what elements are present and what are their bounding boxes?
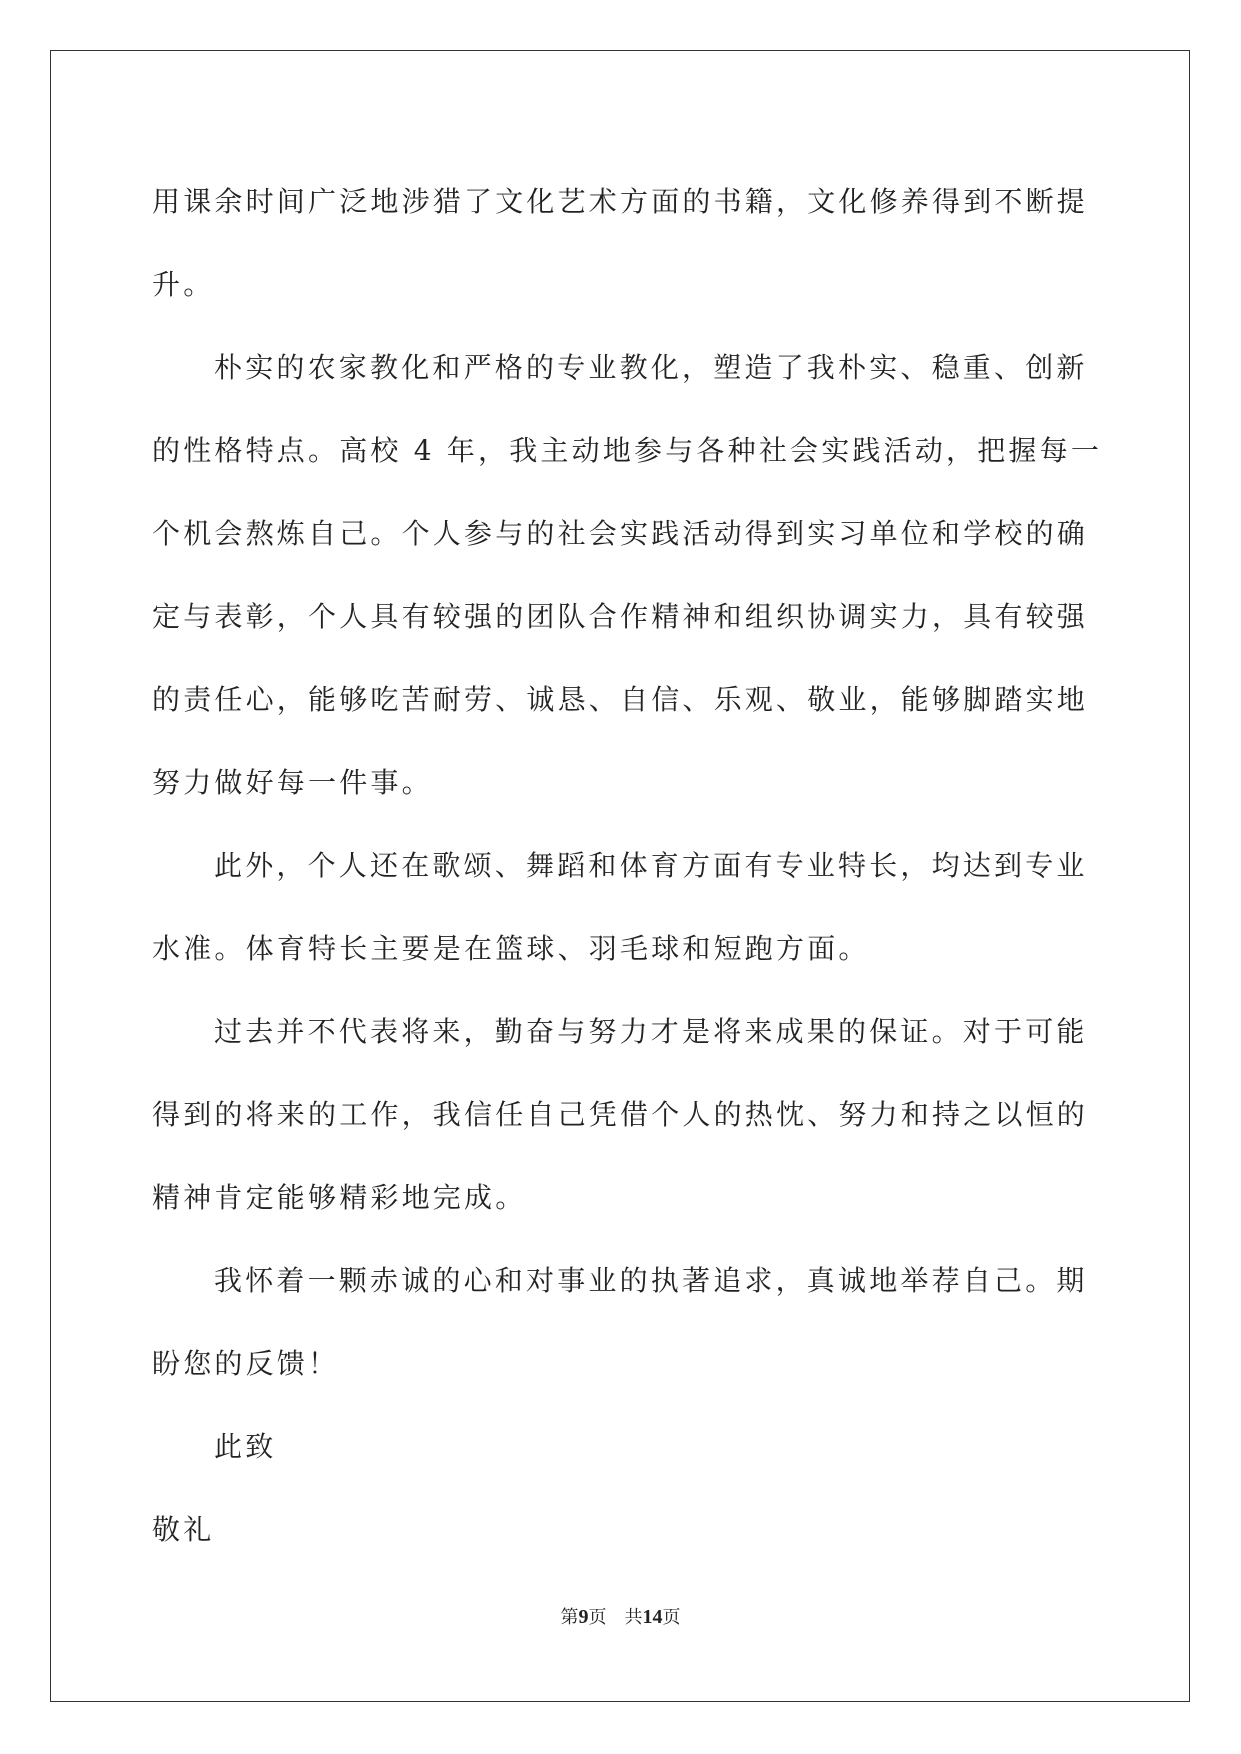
page-suffix: 页 (588, 1607, 607, 1628)
text-line: 盼您的反馈！ (152, 1347, 340, 1380)
total-suffix: 页 (662, 1607, 681, 1628)
paragraph-talents (152, 824, 1092, 990)
text-line: 朴实的农家教化和严格的专业教化，塑造了我朴实、稳重、创新 (214, 351, 1088, 384)
text-line: 此致 (214, 1430, 277, 1463)
paragraph-reading (152, 160, 1092, 326)
text-line: 的责任心，能够吃苦耐劳、诚恳、自信、乐观、敬业，能够脚踏实地 (152, 683, 1089, 716)
page-footer (0, 1603, 1241, 1629)
text-line: 用课余时间广泛地涉猎了文化艺术方面的书籍，文化修养得到不断提 (152, 185, 1089, 218)
text-line: 得到的将来的工作，我信任自己凭借个人的热忱、努力和持之以恒的 (152, 1098, 1089, 1131)
salutation-jingli (152, 1488, 1092, 1571)
total-prefix: 共 (624, 1607, 643, 1628)
text-line: 的性格特点。高校 4 年，我主动地参与各种社会实践活动，把握每一 (152, 434, 1103, 467)
paragraph-future (152, 990, 1092, 1239)
text-line: 水准。体育特长主要是在篮球、羽毛球和短跑方面。 (152, 932, 870, 965)
text-line: 努力做好每一件事。 (152, 766, 433, 799)
total-pages: 14 (642, 1606, 663, 1628)
text-line: 我怀着一颗赤诚的心和对事业的执著追求，真诚地举荐自己。期 (214, 1264, 1088, 1297)
page-number: 9 (578, 1606, 589, 1628)
text-line: 过去并不代表将来，勤奋与努力才是将来成果的保证。对于可能 (214, 1015, 1088, 1048)
text-line: 升。 (152, 268, 215, 301)
text-line: 此外，个人还在歌颂、舞蹈和体育方面有专业特长，均达到专业 (214, 849, 1088, 882)
salutation-cizhi (152, 1405, 1092, 1488)
document-body (152, 160, 1103, 1571)
text-line: 个机会熬炼自己。个人参与的社会实践活动得到实习单位和学校的确 (152, 517, 1089, 550)
text-line: 敬礼 (152, 1513, 215, 1546)
text-line: 定与表彰，个人具有较强的团队合作精神和组织协调实力，具有较强 (152, 600, 1089, 633)
text-line: 精神肯定能够精彩地完成。 (152, 1181, 527, 1214)
paragraph-closing (152, 1239, 1092, 1405)
paragraph-character (152, 326, 1103, 824)
page-prefix: 第 (560, 1607, 579, 1628)
